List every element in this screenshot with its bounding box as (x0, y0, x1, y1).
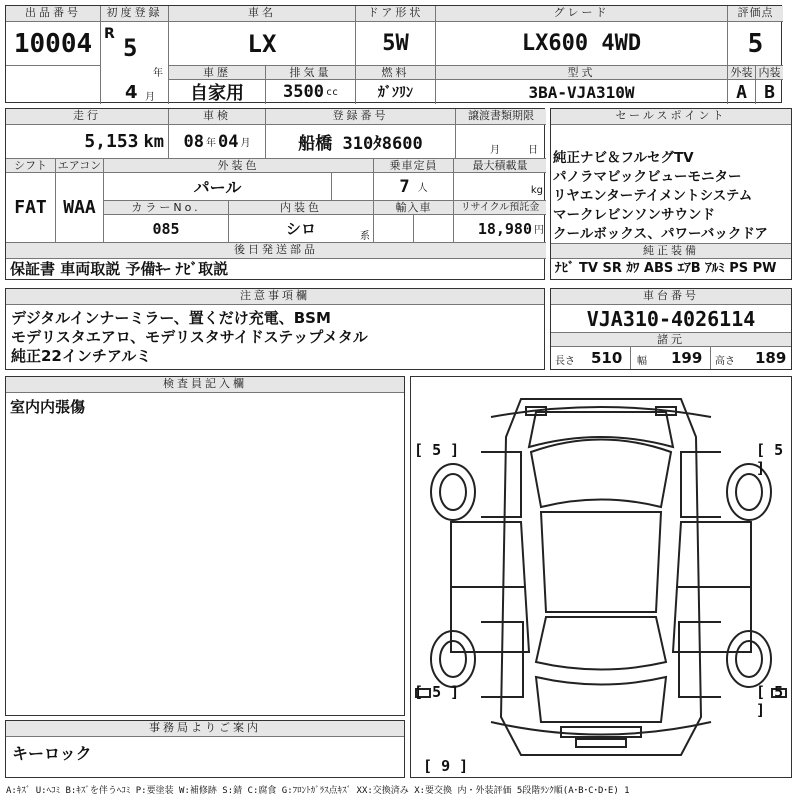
ac-label: エアコン (56, 159, 104, 173)
roof (541, 512, 661, 612)
history-value: 自家用 (169, 80, 266, 104)
length-box (551, 347, 631, 369)
reg-year: 5 (123, 34, 138, 62)
inspector-block (5, 376, 405, 716)
transfer-box (456, 125, 546, 159)
office-block (5, 720, 405, 778)
score-label: 評価点 (728, 6, 783, 22)
height-label: 高さ (715, 356, 735, 367)
glass-score: [ 9 ] (423, 757, 469, 775)
model-value: 3BA-VJA310W (436, 80, 728, 104)
mileage-value: 5,153 (84, 131, 139, 152)
width-label: 幅 (637, 356, 647, 367)
width-value: 199 (671, 349, 703, 367)
rear-left-score: [ 5 ] (414, 683, 460, 701)
ext-color-value: パール (104, 173, 332, 201)
sales-line: 純正ナビ＆フルセグTV (553, 150, 694, 166)
inspection-year-unit: 年 (206, 138, 216, 149)
model-label: 型式 (436, 66, 728, 80)
front-left-score: [ 5 ] (414, 441, 460, 459)
int-grade-value: B (764, 81, 775, 103)
score-value: 5 (728, 22, 783, 66)
inspection-box (169, 125, 266, 159)
recycle-value: 18,980 (477, 219, 532, 238)
int-color-unit: 系 (360, 231, 370, 242)
transfer-day-unit: 日 (528, 145, 538, 156)
history-label: 車歴 (169, 66, 266, 80)
sales-point-label: セールスポイント (551, 109, 791, 125)
max-load-label: 最大積載量 (454, 159, 546, 173)
car-name-value: LX (169, 22, 356, 66)
import-label: 輸入車 (374, 201, 454, 215)
ext-grade-value: A (728, 80, 756, 104)
capacity-value: 7 (399, 176, 410, 197)
height-value: 189 (755, 349, 787, 367)
mileage-label: 走行 (6, 109, 169, 125)
sales-line: パノラマビックビューモニター (553, 169, 742, 185)
inspection-month: 04 (218, 131, 239, 152)
later-parts-label: 後日発送部品 (6, 243, 546, 259)
first-reg-box (101, 22, 169, 104)
plate-value: 船橋 310ﾀ8600 (266, 125, 456, 159)
int-color-value: シロ (285, 220, 316, 238)
legend-text: A:ｷｽﾞ U:ﾍｺﾐ B:ｷｽﾞを伴うﾍｺﾐ P:要塗装 W:補修跡 S:錆 C:腐食 G:ﾌﾛﾝﾄｶﾞﾗｽ点ｷｽﾞ XX:交換済み X:要交換 内・外装評価 5段階ﾗﾝｸ順(A･B･C･D･E) 1 (6, 786, 630, 796)
plate-label: 登録番号 (266, 109, 456, 125)
car-diagram (411, 377, 791, 777)
ext-color-label: 外装色 (104, 159, 374, 173)
note-line: 純正22インチアルミ (11, 347, 152, 365)
rear-right-wheel (727, 631, 771, 687)
dims-label: 諸元 (551, 333, 791, 347)
height-box (711, 347, 791, 369)
door-value: 5W (356, 22, 436, 66)
car-name-label: 車名 (169, 6, 356, 22)
recycle-unit: 円 (534, 225, 544, 236)
transfer-label: 譲渡書類期限 (456, 109, 546, 125)
rear-glass (536, 617, 666, 670)
lot-number-label: 出品番号 (6, 6, 101, 22)
shift-value: FAT (6, 173, 56, 243)
equip-label: 純正装備 (551, 243, 791, 259)
int-color-box (229, 215, 374, 243)
shift-label: シフト (6, 159, 56, 173)
office-label: 事務局よりご案内 (6, 721, 404, 737)
equip-value: ﾅﾋﾞ TV SR ｶﾜ ABS ｴｱB ｱﾙﾐ PS PW (555, 261, 777, 276)
displacement-value: 3500 (283, 82, 324, 102)
era-mark: R (104, 26, 115, 42)
recycle-box (454, 215, 546, 243)
office-value: キーロック (12, 744, 92, 763)
max-load-box (454, 173, 546, 201)
width-box (631, 347, 711, 369)
mileage-box (6, 125, 169, 159)
reg-month: 4 (125, 82, 138, 103)
recycle-label: リサイクル預託金 (454, 201, 546, 215)
ac-value: WAA (56, 173, 104, 243)
inspection-year: 08 (183, 131, 204, 152)
transfer-month-unit: 月 (490, 145, 500, 156)
details-block (5, 108, 545, 280)
rear-left-wheel (431, 631, 475, 687)
chassis-label: 車台番号 (551, 289, 791, 305)
lot-blank (6, 66, 101, 104)
length-label: 長さ (555, 356, 575, 367)
ext-color-blank (332, 173, 374, 201)
header-block (5, 5, 782, 103)
door-label: ドア形状 (356, 6, 436, 22)
reg-year-unit: 年 (153, 68, 163, 79)
later-parts-value: 保証書 車両取説 予備ｷｰ ﾅﾋﾞ取説 (10, 260, 229, 278)
front-right-score: [ 5 ] (756, 441, 784, 477)
import-cell-b (414, 215, 454, 243)
inspector-label: 検査員記入欄 (6, 377, 404, 393)
sales-line: マークレビンソンサウンド (553, 207, 715, 223)
notes-label: 注意事項欄 (6, 289, 544, 305)
lot-number-value: 10004 (6, 22, 101, 66)
notes-block (5, 288, 545, 370)
notes-lines (11, 309, 368, 366)
inspection-label: 車検 (169, 109, 266, 125)
color-no-value: 085 (104, 215, 229, 243)
sales-point-lines (553, 149, 791, 244)
capacity-box (374, 173, 454, 201)
note-line: モデリスタエアロ、モデリスタサイドステップメタル (11, 328, 368, 346)
displacement-label: 排気量 (266, 66, 356, 80)
sales-line: リヤエンターテイメントシステム (553, 188, 753, 204)
note-line: デジタルインナーミラー、置くだけ充電、BSM (11, 309, 331, 327)
int-color-label: 内装色 (229, 201, 374, 215)
ext-grade-label: 外装 (728, 66, 756, 80)
reg-month-unit: 月 (145, 92, 155, 103)
chassis-value: VJA310-4026114 (551, 305, 791, 333)
length-value: 510 (591, 349, 623, 367)
int-grade-label: 内装 (756, 66, 783, 80)
windshield (531, 440, 671, 508)
trunk (536, 677, 666, 722)
fuel-value: ｶﾞｿﾘﾝ (356, 80, 436, 104)
car-diagram-block (410, 376, 792, 778)
color-no-label: カラーNo. (104, 201, 229, 215)
fuel-label: 燃料 (356, 66, 436, 80)
grade-label: グレード (436, 6, 728, 22)
rear-right-score: [ 5 ] (756, 683, 784, 719)
inspector-value: 室内内張傷 (10, 398, 86, 416)
chassis-block (550, 288, 792, 370)
import-cell-a (374, 215, 414, 243)
mileage-unit: km (143, 131, 164, 152)
sales-point-block (550, 108, 792, 280)
inspection-month-unit: 月 (240, 138, 251, 149)
first-reg-label: 初度登録 (101, 6, 169, 22)
capacity-unit: 人 (417, 183, 428, 194)
capacity-label: 乗車定員 (374, 159, 454, 173)
grade-value: LX600 4WD (436, 22, 728, 66)
max-load-unit: kg (530, 185, 543, 196)
displacement-box (266, 80, 356, 104)
rear-bumper (491, 722, 711, 735)
front-left-wheel (431, 464, 475, 520)
displacement-unit: cc (325, 86, 338, 98)
sales-line: クールボックス、パワーバックドア (553, 226, 768, 242)
hood (529, 412, 673, 447)
